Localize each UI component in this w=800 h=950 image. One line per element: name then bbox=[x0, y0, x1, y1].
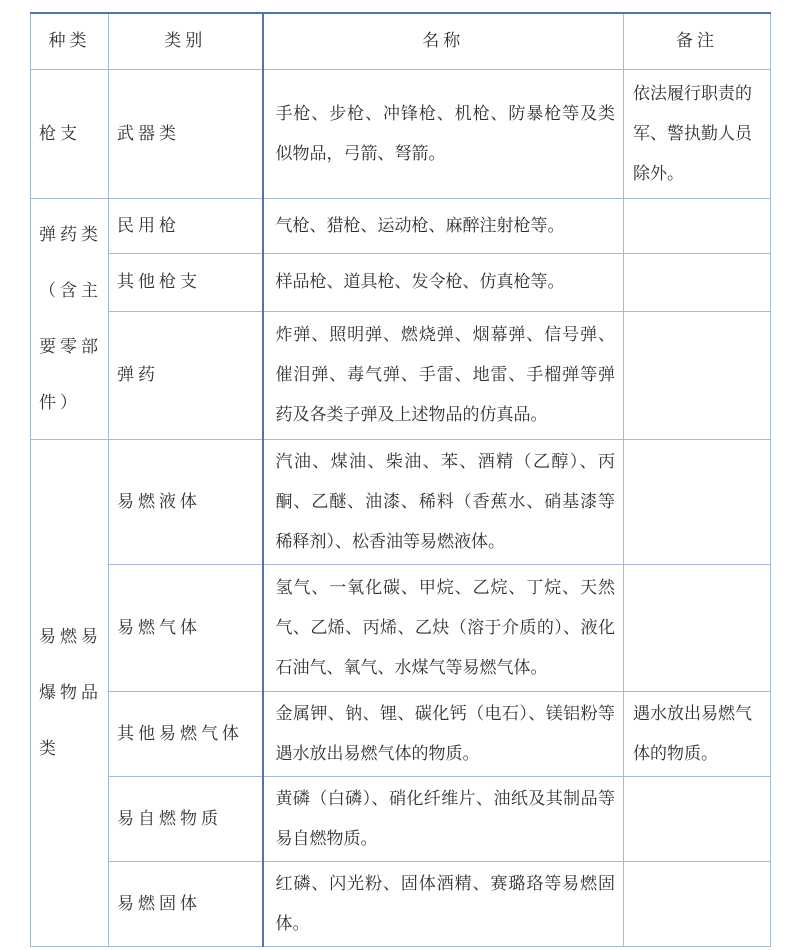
header-cell-category: 类别 bbox=[109, 13, 263, 69]
remark-cell bbox=[624, 311, 771, 439]
remark-cell bbox=[624, 564, 771, 691]
remark-cell bbox=[624, 253, 771, 311]
header-cell-kind: 种类 bbox=[31, 13, 109, 69]
remark-cell bbox=[624, 861, 771, 946]
remark-cell: 遇水放出易燃气体的物质。 bbox=[624, 691, 771, 776]
header-cell-remark: 备注 bbox=[624, 13, 771, 69]
category-cell: 其他枪支 bbox=[109, 253, 263, 311]
table-row bbox=[31, 776, 771, 861]
kind-cell-guns: 枪支 bbox=[31, 69, 109, 198]
table-row bbox=[31, 198, 771, 253]
name-cell: 气枪、猎枪、运动枪、麻醉注射枪等。 bbox=[263, 198, 624, 253]
name-cell: 炸弹、照明弹、燃烧弹、烟幕弹、信号弹、催泪弹、毒气弹、手雷、地雷、手榴弹等弹药及各类子弹及上述物品的仿真品。 bbox=[263, 311, 624, 439]
table-row bbox=[31, 69, 771, 198]
prohibited-items-table bbox=[30, 12, 771, 947]
remark-cell: 依法履行职责的军、警执勤人员除外。 bbox=[624, 69, 771, 198]
name-cell: 红磷、闪光粉、固体酒精、赛璐珞等易燃固体。 bbox=[263, 861, 624, 946]
category-cell: 弹药 bbox=[109, 311, 263, 439]
kind-cell-ammunition: 弹药类（含主要零部件） bbox=[31, 198, 109, 439]
remark-cell bbox=[624, 198, 771, 253]
header-row bbox=[31, 13, 771, 69]
table-row bbox=[31, 439, 771, 564]
category-cell: 易燃气体 bbox=[109, 564, 263, 691]
remark-cell bbox=[624, 776, 771, 861]
table-row bbox=[31, 253, 771, 311]
header-cell-name: 名称 bbox=[263, 13, 624, 69]
name-cell: 手枪、步枪、冲锋枪、机枪、防暴枪等及类似物品，弓箭、弩箭。 bbox=[263, 69, 624, 198]
category-cell: 其他易燃气体 bbox=[109, 691, 263, 776]
table-row bbox=[31, 691, 771, 776]
category-cell: 易燃液体 bbox=[109, 439, 263, 564]
category-cell: 易燃固体 bbox=[109, 861, 263, 946]
table-row bbox=[31, 311, 771, 439]
category-cell: 民用枪 bbox=[109, 198, 263, 253]
remark-cell bbox=[624, 439, 771, 564]
table-row bbox=[31, 861, 771, 946]
name-cell: 黄磷（白磷）、硝化纤维片、油纸及其制品等易自燃物质。 bbox=[263, 776, 624, 861]
kind-cell-flammable: 易燃易爆物品类 bbox=[31, 439, 109, 946]
name-cell: 样品枪、道具枪、发令枪、仿真枪等。 bbox=[263, 253, 624, 311]
name-cell: 金属钾、钠、锂、碳化钙（电石）、镁铝粉等遇水放出易燃气体的物质。 bbox=[263, 691, 624, 776]
category-cell: 武器类 bbox=[109, 69, 263, 198]
name-cell: 氢气、一氧化碳、甲烷、乙烷、丁烷、天然气、乙烯、丙烯、乙炔（溶于介质的）、液化石油气、氧气、水煤气等易燃气体。 bbox=[263, 564, 624, 691]
table-row bbox=[31, 564, 771, 691]
name-cell: 汽油、煤油、柴油、苯、酒精（乙醇）、丙酮、乙醚、油漆、稀料（香蕉水、硝基漆等稀释剂）、松香油等易燃液体。 bbox=[263, 439, 624, 564]
category-cell: 易自燃物质 bbox=[109, 776, 263, 861]
